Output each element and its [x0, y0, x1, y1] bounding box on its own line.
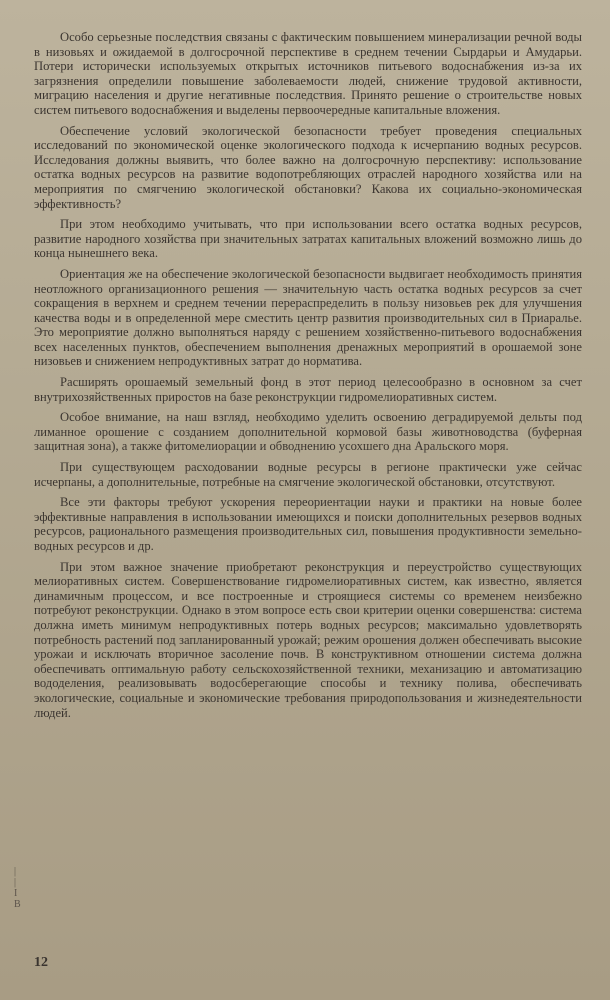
- body-text: [34, 30, 582, 726]
- paragraph-7: При существующем расходовании водные ресурсы в регионе практически уже сейчас исчерпаны, а дополнительные, потребные на смягчение экологической обстановки, отсутствуют.: [34, 460, 582, 489]
- paragraph-2: Обеспечение условий экологической безопасности требует проведения специальных исследований по экономической оценке экологического подхода к исчерпанию водных ресурсов. Исследования должны выявить, что более важно на долгосрочную перспективу: использование остатка водных ресурсов на развитие водопотребляющих отраслей народного хозяйства или на мероприятия по смягчению экологической обстановки? Какова их социально-экономическая эффективность?: [34, 123, 582, 211]
- margin-mark: | | I В: [14, 866, 21, 910]
- paragraph-4: Ориентация же на обеспечение экологической безопасности выдвигает необходимость принятия неотложного организационного решения — значительную часть остатка водных ресурсов за счет сокращения в верхнем и среднем течении перераспределить в пользу низовьев рек для улучшения качества воды и в определенной мере сместить центр развития производительных сил в Приаралье. Это мероприятие должно выполняться наряду с решением хозяйственно-питьевого водоснабжения всех населенных пунктов, обеспечением выполнения дренажных мероприятий в орошаемой зоне низовьев и снижением непродуктивных затрат до норматива.: [34, 266, 582, 369]
- page-number: 12: [34, 955, 48, 970]
- paragraph-9: При этом важное значение приобретают реконструкция и переустройство существующих мелиоративных систем. Совершенствование гидромелиоративных систем, как известно, является динамичным процессом, и все построенные и строящиеся системы со временем неизбежно потребуют реконструкции. Однако в этом вопросе есть свои критерии оценки совершенства: система должна иметь минимум непродуктивных потерь водных ресурсов; максимально удовлетворять потребность растений под запланированный урожай; режим орошения должен обеспечивать высокие урожаи и исключать вторичное засоление почв. В конструктивном отношении система должна обеспечивать оптимальную работу сельскохозяйственной техники, механизацию и автоматизацию вододеления, реализовывать водосберегающие способы и технику полива, обеспечивать экологические, социальные и экономические требования природопользования и жизнедеятельности людей.: [34, 559, 582, 720]
- paragraph-3: При этом необходимо учитывать, что при использовании всего остатка водных ресурсов, развитие народного хозяйства при значительных затратах капитальных вложений возможно лишь до конца нынешнего века.: [34, 217, 582, 261]
- paragraph-8: Все эти факторы требуют ускорения переориентации науки и практики на новые более эффективные направления в использовании имеющихся и поиски дополнительных резервов водных ресурсов, рационального размещения производительных сил, повышения продуктивности земельно-водных ресурсов и др.: [34, 495, 582, 553]
- paragraph-6: Особое внимание, на наш взгляд, необходимо уделить освоению деградируемой дельты под лиманное орошение с созданием дополнительной кормовой базы животноводства (буферная защитная зона), а также фитомелиорации и обводнению усохшего дна Аральского моря.: [34, 410, 582, 454]
- paragraph-1: Особо серьезные последствия связаны с фактическим повышением минерализации речной воды в низовьях и ожидаемой в долгосрочной перспективе в среднем течении Сырдарьи и Амударьи. Потери исторически используемых открытых источников питьевого водоснабжения из-за их загрязнения определили повышение заболеваемости людей, снижение трудовой активности, миграцию населения и другие негативные последствия. Принято решение о строительстве новых систем питьевого водоснабжения и выделены первоочередные капитальные вложения.: [34, 30, 582, 117]
- paragraph-5: Расширять орошаемый земельный фонд в этот период целесообразно в основном за счет внутрихозяйственных приростов на базе реконструкции гидромелиоративных систем.: [34, 375, 582, 404]
